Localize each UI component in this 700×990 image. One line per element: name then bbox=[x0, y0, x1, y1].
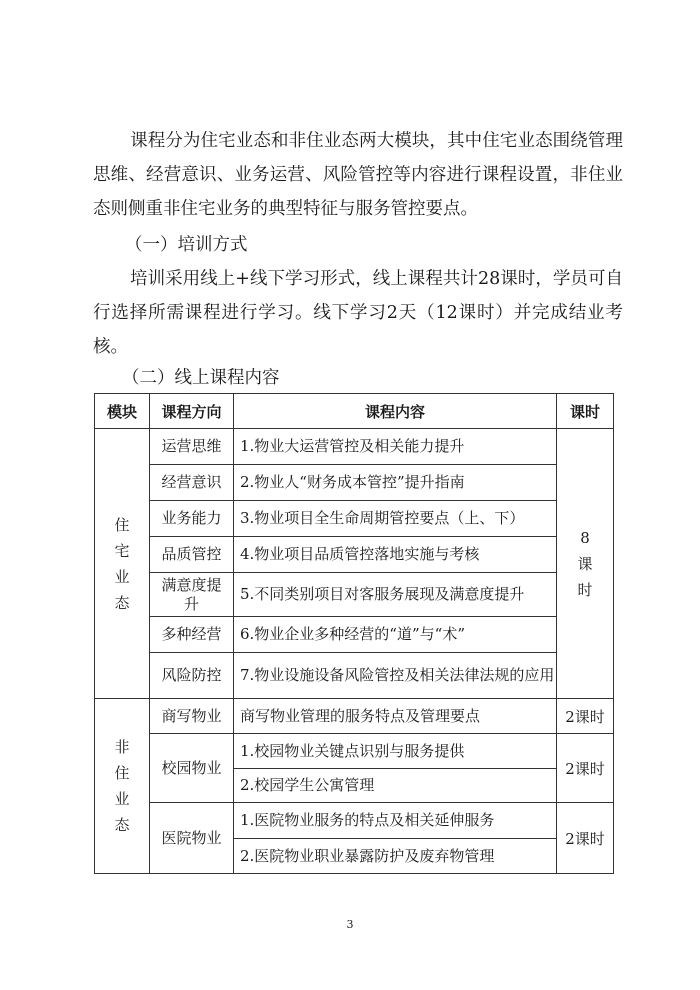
content-cell: 6.物业企业多种经营的“道”与“术” bbox=[234, 617, 557, 653]
content-cell: 7.物业设施设备风险管控及相关法律法规的应用 bbox=[234, 653, 557, 699]
direction-cell: 风险防控 bbox=[150, 653, 234, 699]
hours-cell: 2课时 bbox=[557, 734, 614, 803]
direction-cell: 满意度提升 bbox=[150, 573, 234, 617]
content-cell: 2.医院物业职业暴露防护及废弃物管理 bbox=[234, 839, 557, 874]
direction-cell: 品质管控 bbox=[150, 537, 234, 573]
table-row bbox=[95, 653, 614, 699]
table-row bbox=[95, 573, 614, 617]
direction-cell: 业务能力 bbox=[150, 501, 234, 537]
training-method-paragraph: 培训采用线上+线下学习形式，线上课程共计28课时，学员可自行选择所需课程进行学习。线下学习2天（12课时）并完成结业考核。 bbox=[93, 269, 623, 357]
header-content: 课程内容 bbox=[234, 394, 557, 429]
table-row bbox=[95, 501, 614, 537]
direction-cell: 校园物业 bbox=[150, 734, 234, 803]
table-row bbox=[95, 699, 614, 734]
table-header-row bbox=[95, 394, 614, 429]
direction-cell: 医院物业 bbox=[150, 803, 234, 874]
content-cell: 1.物业大运营管控及相关能力提升 bbox=[234, 429, 557, 465]
table-row bbox=[95, 537, 614, 573]
table-row bbox=[95, 803, 614, 839]
hours-cell: 2课时 bbox=[557, 803, 614, 874]
direction-cell: 商写物业 bbox=[150, 699, 234, 734]
table-row bbox=[95, 465, 614, 501]
header-direction: 课程方向 bbox=[150, 394, 234, 429]
content-cell: 1.校园物业关键点识别与服务提供 bbox=[234, 734, 557, 769]
table-row bbox=[95, 617, 614, 653]
content-cell: 1.医院物业服务的特点及相关延伸服务 bbox=[234, 803, 557, 839]
section-heading-online-courses: （二）线上课程内容 bbox=[122, 368, 280, 388]
direction-cell: 多种经营 bbox=[150, 617, 234, 653]
module-cell-residential: 住宅业态 bbox=[95, 429, 150, 699]
content-cell: 3.物业项目全生命周期管控要点（上、下） bbox=[234, 501, 557, 537]
section-heading-training-method: （一）培训方式 bbox=[125, 235, 248, 255]
header-module: 模块 bbox=[95, 394, 150, 429]
direction-cell: 运营思维 bbox=[150, 429, 234, 465]
content-cell: 4.物业项目品质管控落地实施与考核 bbox=[234, 537, 557, 573]
direction-cell: 经营意识 bbox=[150, 465, 234, 501]
page-number: 3 bbox=[346, 918, 354, 931]
content-cell: 5.不同类别项目对客服务展现及满意度提升 bbox=[234, 573, 557, 617]
header-hours: 课时 bbox=[557, 394, 614, 429]
hours-cell: 2课时 bbox=[557, 699, 614, 734]
hours-cell-residential: 8课时 bbox=[557, 429, 614, 699]
module-cell-non-residential: 非住业态 bbox=[95, 699, 150, 874]
table-row bbox=[95, 734, 614, 769]
content-cell: 2.物业人“财务成本管控”提升指南 bbox=[234, 465, 557, 501]
content-cell: 商写物业管理的服务特点及管理要点 bbox=[234, 699, 557, 734]
content-cell: 2.校园学生公寓管理 bbox=[234, 769, 557, 803]
course-table bbox=[94, 393, 614, 874]
intro-paragraph: 课程分为住宅业态和非住业态两大模块，其中住宅业态围绕管理思维、经营意识、业务运营、风险管控等内容进行课程设置，非住业态则侧重非住宅业务的典型特征与服务管控要点。 bbox=[93, 131, 623, 219]
table-row bbox=[95, 429, 614, 465]
